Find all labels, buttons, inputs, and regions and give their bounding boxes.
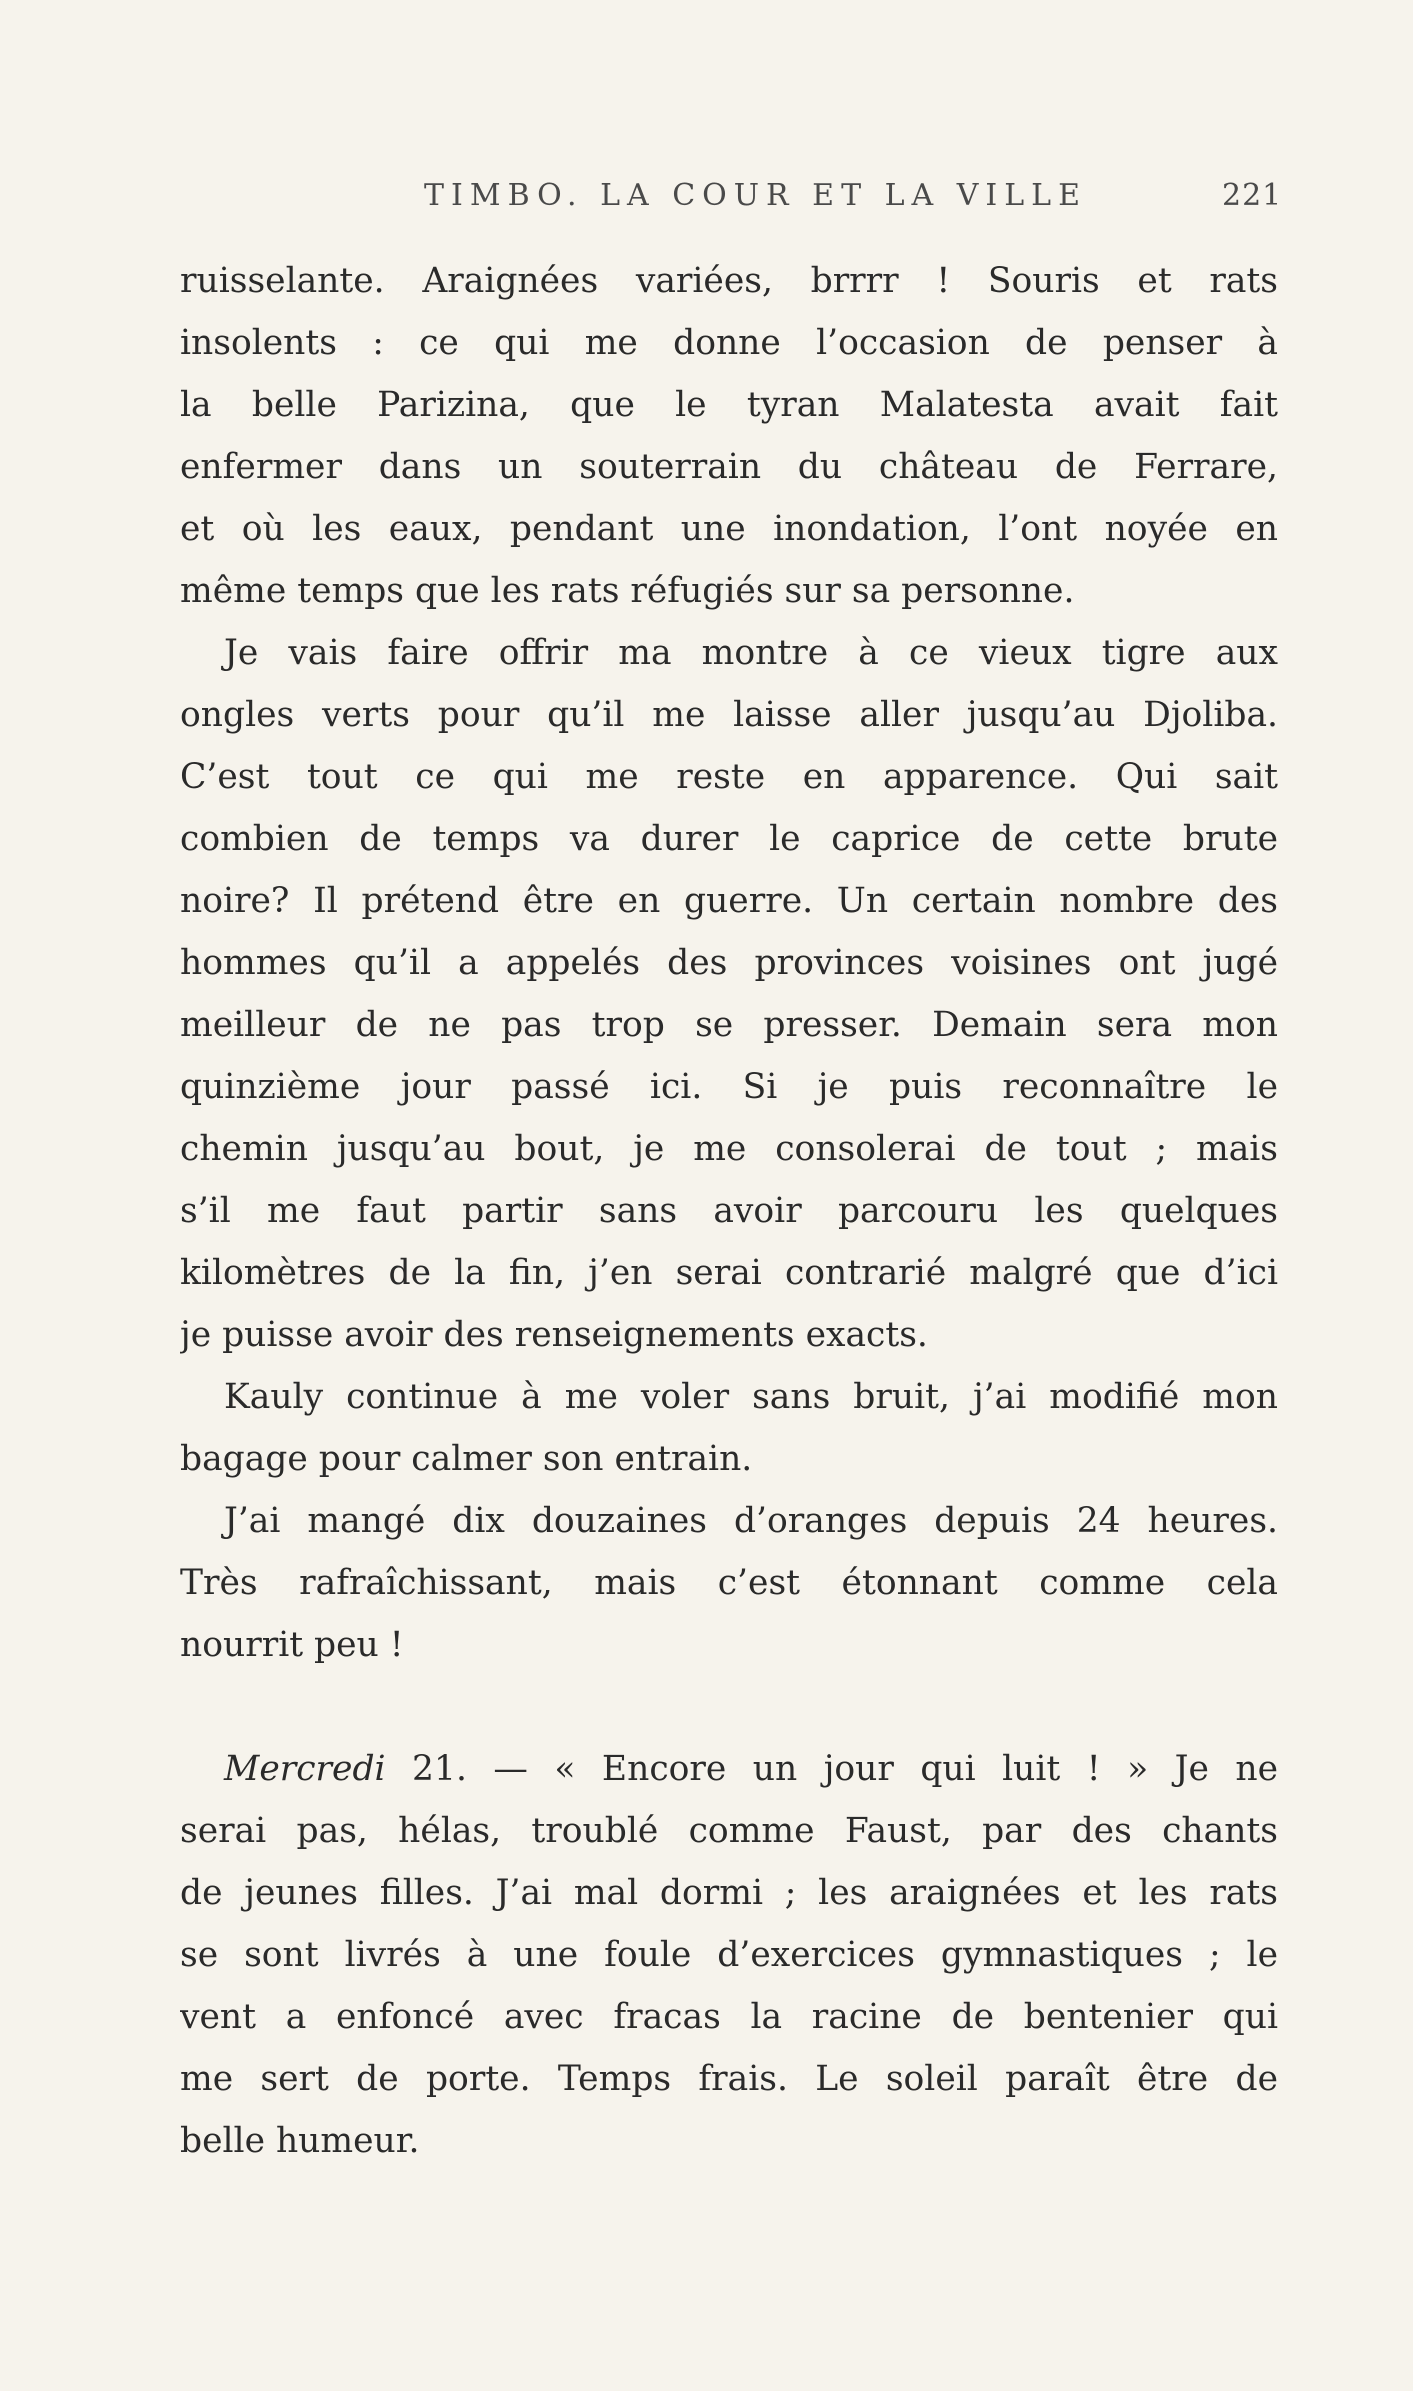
text-line: s’il me faut partir sans avoir parcouru les quelques (180, 1191, 1278, 1231)
text-line: me sert de porte. Temps frais. Le soleil paraît être de (180, 2059, 1278, 2099)
text-line: Kauly continue à me voler sans bruit, j’ai modifié mon (224, 1377, 1278, 1417)
text-line: et où les eaux, pendant une inondation, l’ont noyée en (180, 509, 1278, 549)
running-head (0, 178, 1413, 228)
text-line: ongles verts pour qu’il me laisse aller jusqu’au Djoliba. (180, 695, 1278, 735)
text-line: hommes qu’il a appelés des provinces voisines ont jugé (180, 943, 1278, 983)
entry-first-line (180, 1738, 1278, 1800)
entry-date-rest: 21. — « Encore un jour qui luit ! » Je ne (385, 1749, 1278, 1789)
text-line: noire? Il prétend être en guerre. Un certain nombre des (180, 881, 1278, 921)
text-line: la belle Parizina, que le tyran Malatesta avait fait (180, 385, 1278, 425)
text-line: je puisse avoir des renseignements exacts. (180, 1315, 928, 1355)
text-line: Je vais faire offrir ma montre à ce vieux tigre aux (224, 633, 1278, 673)
paragraph-1 (180, 250, 1278, 622)
text-line: belle humeur. (180, 2121, 420, 2161)
text-line: même temps que les rats réfugiés sur sa personne. (180, 571, 1075, 611)
text-line: combien de temps va durer le caprice de cette brute (180, 819, 1278, 859)
text-line: J’ai mangé dix douzaines d’oranges depuis 24 heures. (224, 1501, 1278, 1541)
paragraph-2 (180, 622, 1278, 1366)
entry-date-label: Mercredi (224, 1749, 386, 1789)
running-title: TIMBO. LA COUR ET LA VILLE (424, 178, 1087, 213)
text-line: kilomètres de la fin, j’en serai contrarié malgré que d’ici (180, 1253, 1278, 1293)
text-line: chemin jusqu’au bout, je me consolerai de tout ; mais (180, 1129, 1278, 1169)
text-line: de jeunes filles. J’ai mal dormi ; les araignées et les rats (180, 1873, 1278, 1913)
page-number: 221 (1222, 178, 1283, 213)
body-text (180, 250, 1278, 2172)
text-line: C’est tout ce qui me reste en apparence. Qui sait (180, 757, 1278, 797)
text-line: se sont livrés à une foule d’exercices gymnastiques ; le (180, 1935, 1278, 1975)
text-line: Très rafraîchissant, mais c’est étonnant comme cela (180, 1563, 1278, 1603)
paragraph-3 (180, 1366, 1278, 1490)
text-line: ruisselante. Araignées variées, brrrr ! Souris et rats (180, 261, 1278, 301)
text-line: serai pas, hélas, troublé comme Faust, par des chants (180, 1811, 1278, 1851)
text-line: bagage pour calmer son entrain. (180, 1439, 753, 1479)
text-line: nourrit peu ! (180, 1625, 404, 1665)
section-gap (180, 1676, 1278, 1738)
text-line: meilleur de ne pas trop se presser. Demain sera mon (180, 1005, 1278, 1045)
text-line: insolents : ce qui me donne l’occasion de penser à (180, 323, 1278, 363)
text-line: quinzième jour passé ici. Si je puis reconnaître le (180, 1067, 1278, 1107)
diary-entry (180, 1738, 1278, 2172)
text-line: vent a enfoncé avec fracas la racine de bentenier qui (180, 1997, 1278, 2037)
paragraph-4 (180, 1490, 1278, 1676)
text-line: enfermer dans un souterrain du château de Ferrare, (180, 447, 1278, 487)
